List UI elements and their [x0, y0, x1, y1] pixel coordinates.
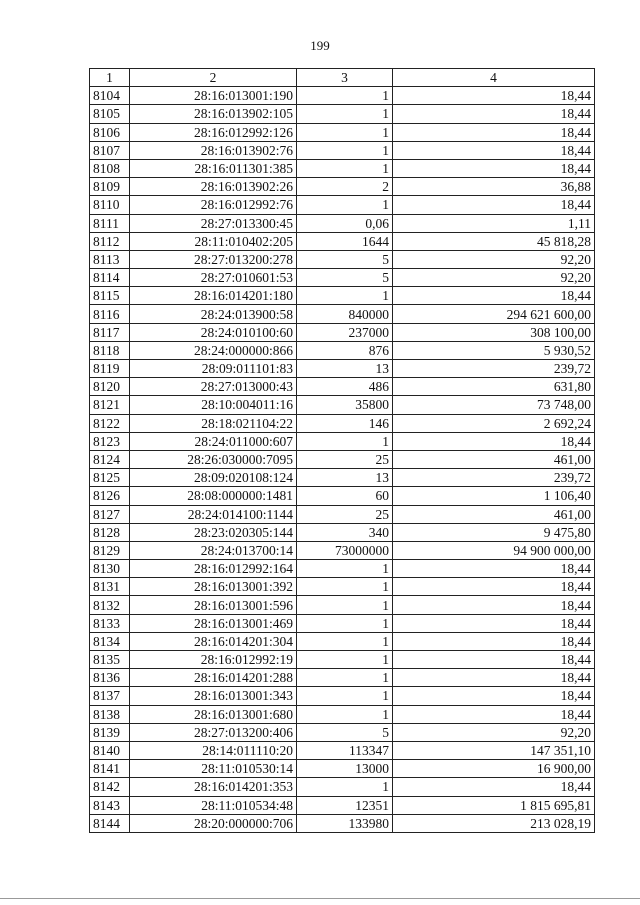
amount-cell: 18,44 [393, 432, 595, 450]
amount-cell: 18,44 [393, 596, 595, 614]
quantity-cell: 60 [297, 487, 393, 505]
table-row [90, 487, 595, 505]
row-number-cell: 8129 [90, 541, 130, 559]
cadastral-number-cell: 28:08:000000:1481 [130, 487, 297, 505]
cadastral-number-cell: 28:24:013900:58 [130, 305, 297, 323]
quantity-cell: 1 [297, 123, 393, 141]
table-row [90, 396, 595, 414]
amount-cell: 18,44 [393, 632, 595, 650]
amount-cell: 18,44 [393, 105, 595, 123]
table-row [90, 632, 595, 650]
cadastral-number-cell: 28:16:012992:126 [130, 123, 297, 141]
amount-cell: 239,72 [393, 469, 595, 487]
row-number-cell: 8109 [90, 178, 130, 196]
quantity-cell: 13 [297, 360, 393, 378]
cadastral-number-cell: 28:14:011110:20 [130, 741, 297, 759]
row-number-cell: 8135 [90, 651, 130, 669]
row-number-cell: 8130 [90, 560, 130, 578]
table-row [90, 269, 595, 287]
quantity-cell: 1 [297, 141, 393, 159]
table-row [90, 523, 595, 541]
cadastral-number-cell: 28:16:013001:469 [130, 614, 297, 632]
row-number-cell: 8119 [90, 360, 130, 378]
amount-cell: 18,44 [393, 141, 595, 159]
table-row [90, 578, 595, 596]
quantity-cell: 25 [297, 450, 393, 468]
table-row [90, 705, 595, 723]
amount-cell: 45 818,28 [393, 232, 595, 250]
row-number-cell: 8115 [90, 287, 130, 305]
amount-cell: 18,44 [393, 687, 595, 705]
cadastral-number-cell: 28:11:010530:14 [130, 760, 297, 778]
table-row [90, 687, 595, 705]
table-row [90, 196, 595, 214]
cadastral-number-cell: 28:27:013000:43 [130, 378, 297, 396]
amount-cell: 308 100,00 [393, 323, 595, 341]
cadastral-number-cell: 28:23:020305:144 [130, 523, 297, 541]
cadastral-number-cell: 28:16:013001:190 [130, 87, 297, 105]
row-number-cell: 8138 [90, 705, 130, 723]
column-header-2: 2 [130, 69, 297, 87]
row-number-cell: 8139 [90, 723, 130, 741]
cadastral-number-cell: 28:09:020108:124 [130, 469, 297, 487]
amount-cell: 1,11 [393, 214, 595, 232]
quantity-cell: 35800 [297, 396, 393, 414]
cadastral-number-cell: 28:24:010100:60 [130, 323, 297, 341]
amount-cell: 239,72 [393, 360, 595, 378]
amount-cell: 18,44 [393, 560, 595, 578]
quantity-cell: 2 [297, 178, 393, 196]
cadastral-number-cell: 28:16:014201:353 [130, 778, 297, 796]
table-row [90, 159, 595, 177]
row-number-cell: 8132 [90, 596, 130, 614]
table-row [90, 651, 595, 669]
amount-cell: 631,80 [393, 378, 595, 396]
table-row [90, 232, 595, 250]
amount-cell: 92,20 [393, 723, 595, 741]
data-table [89, 68, 595, 833]
table-row [90, 450, 595, 468]
row-number-cell: 8131 [90, 578, 130, 596]
row-number-cell: 8128 [90, 523, 130, 541]
amount-cell: 18,44 [393, 578, 595, 596]
cadastral-number-cell: 28:18:021104:22 [130, 414, 297, 432]
table-row [90, 432, 595, 450]
table-row [90, 778, 595, 796]
row-number-cell: 8143 [90, 796, 130, 814]
table-row [90, 796, 595, 814]
amount-cell: 1 106,40 [393, 487, 595, 505]
row-number-cell: 8116 [90, 305, 130, 323]
row-number-cell: 8144 [90, 814, 130, 832]
row-number-cell: 8123 [90, 432, 130, 450]
cadastral-number-cell: 28:11:010402:205 [130, 232, 297, 250]
amount-cell: 18,44 [393, 196, 595, 214]
amount-cell: 18,44 [393, 87, 595, 105]
row-number-cell: 8114 [90, 269, 130, 287]
table-row [90, 814, 595, 832]
amount-cell: 16 900,00 [393, 760, 595, 778]
quantity-cell: 5 [297, 250, 393, 268]
quantity-cell: 1644 [297, 232, 393, 250]
amount-cell: 147 351,10 [393, 741, 595, 759]
table-row [90, 105, 595, 123]
quantity-cell: 73000000 [297, 541, 393, 559]
row-number-cell: 8118 [90, 341, 130, 359]
amount-cell: 213 028,19 [393, 814, 595, 832]
row-number-cell: 8111 [90, 214, 130, 232]
table-row [90, 469, 595, 487]
cadastral-number-cell: 28:27:013200:406 [130, 723, 297, 741]
quantity-cell: 1 [297, 632, 393, 650]
row-number-cell: 8122 [90, 414, 130, 432]
row-number-cell: 8104 [90, 87, 130, 105]
row-number-cell: 8106 [90, 123, 130, 141]
quantity-cell: 1 [297, 105, 393, 123]
row-number-cell: 8125 [90, 469, 130, 487]
cadastral-number-cell: 28:16:013001:596 [130, 596, 297, 614]
quantity-cell: 12351 [297, 796, 393, 814]
amount-cell: 73 748,00 [393, 396, 595, 414]
quantity-cell: 1 [297, 287, 393, 305]
page-bottom-edge [0, 898, 640, 899]
cadastral-number-cell: 28:24:000000:866 [130, 341, 297, 359]
table-row [90, 505, 595, 523]
quantity-cell: 237000 [297, 323, 393, 341]
amount-cell: 18,44 [393, 651, 595, 669]
row-number-cell: 8113 [90, 250, 130, 268]
cadastral-number-cell: 28:16:014201:180 [130, 287, 297, 305]
cadastral-number-cell: 28:16:013902:76 [130, 141, 297, 159]
cadastral-number-cell: 28:24:013700:14 [130, 541, 297, 559]
row-number-cell: 8124 [90, 450, 130, 468]
quantity-cell: 486 [297, 378, 393, 396]
row-number-cell: 8108 [90, 159, 130, 177]
row-number-cell: 8137 [90, 687, 130, 705]
page-number: 199 [310, 38, 330, 53]
amount-cell: 461,00 [393, 450, 595, 468]
cadastral-number-cell: 28:16:011301:385 [130, 159, 297, 177]
quantity-cell: 1 [297, 687, 393, 705]
table-row [90, 323, 595, 341]
quantity-cell: 5 [297, 269, 393, 287]
cadastral-number-cell: 28:24:011000:607 [130, 432, 297, 450]
amount-cell: 18,44 [393, 159, 595, 177]
cadastral-number-cell: 28:16:013902:105 [130, 105, 297, 123]
quantity-cell: 25 [297, 505, 393, 523]
row-number-cell: 8112 [90, 232, 130, 250]
amount-cell: 461,00 [393, 505, 595, 523]
column-header-1: 1 [90, 69, 130, 87]
cadastral-number-cell: 28:26:030000:7095 [130, 450, 297, 468]
quantity-cell: 840000 [297, 305, 393, 323]
table-row [90, 178, 595, 196]
cadastral-number-cell: 28:16:014201:288 [130, 669, 297, 687]
amount-cell: 5 930,52 [393, 341, 595, 359]
table-row [90, 87, 595, 105]
quantity-cell: 1 [297, 596, 393, 614]
quantity-cell: 1 [297, 614, 393, 632]
table-row [90, 596, 595, 614]
table-row [90, 669, 595, 687]
table-row [90, 305, 595, 323]
table-row [90, 378, 595, 396]
table-row [90, 414, 595, 432]
cadastral-number-cell: 28:10:004011:16 [130, 396, 297, 414]
amount-cell: 9 475,80 [393, 523, 595, 541]
table-row [90, 250, 595, 268]
table-row [90, 614, 595, 632]
cadastral-number-cell: 28:24:014100:1144 [130, 505, 297, 523]
cadastral-number-cell: 28:20:000000:706 [130, 814, 297, 832]
quantity-cell: 146 [297, 414, 393, 432]
cadastral-number-cell: 28:16:012992:76 [130, 196, 297, 214]
amount-cell: 94 900 000,00 [393, 541, 595, 559]
row-number-cell: 8105 [90, 105, 130, 123]
amount-cell: 92,20 [393, 269, 595, 287]
table-row [90, 741, 595, 759]
table-row [90, 341, 595, 359]
quantity-cell: 0,06 [297, 214, 393, 232]
table-body [90, 87, 595, 833]
cadastral-number-cell: 28:16:014201:304 [130, 632, 297, 650]
quantity-cell: 113347 [297, 741, 393, 759]
row-number-cell: 8142 [90, 778, 130, 796]
amount-cell: 18,44 [393, 614, 595, 632]
quantity-cell: 1 [297, 87, 393, 105]
row-number-cell: 8134 [90, 632, 130, 650]
cadastral-number-cell: 28:11:010534:48 [130, 796, 297, 814]
amount-cell: 92,20 [393, 250, 595, 268]
cadastral-number-cell: 28:16:012992:19 [130, 651, 297, 669]
amount-cell: 36,88 [393, 178, 595, 196]
row-number-cell: 8133 [90, 614, 130, 632]
row-number-cell: 8107 [90, 141, 130, 159]
amount-cell: 1 815 695,81 [393, 796, 595, 814]
row-number-cell: 8110 [90, 196, 130, 214]
amount-cell: 18,44 [393, 669, 595, 687]
table-row [90, 123, 595, 141]
row-number-cell: 8117 [90, 323, 130, 341]
row-number-cell: 8126 [90, 487, 130, 505]
table-row [90, 214, 595, 232]
cadastral-number-cell: 28:27:010601:53 [130, 269, 297, 287]
amount-cell: 18,44 [393, 123, 595, 141]
table-row [90, 760, 595, 778]
quantity-cell: 5 [297, 723, 393, 741]
row-number-cell: 8120 [90, 378, 130, 396]
table-row [90, 541, 595, 559]
cadastral-number-cell: 28:16:013001:343 [130, 687, 297, 705]
row-number-cell: 8121 [90, 396, 130, 414]
quantity-cell: 876 [297, 341, 393, 359]
cadastral-number-cell: 28:09:011101:83 [130, 360, 297, 378]
quantity-cell: 1 [297, 778, 393, 796]
quantity-cell: 13 [297, 469, 393, 487]
quantity-cell: 1 [297, 669, 393, 687]
cadastral-number-cell: 28:16:012992:164 [130, 560, 297, 578]
row-number-cell: 8140 [90, 741, 130, 759]
row-number-cell: 8141 [90, 760, 130, 778]
table-row [90, 723, 595, 741]
cadastral-number-cell: 28:27:013200:278 [130, 250, 297, 268]
amount-cell: 18,44 [393, 705, 595, 723]
table-row [90, 560, 595, 578]
row-number-cell: 8136 [90, 669, 130, 687]
cadastral-number-cell: 28:16:013001:392 [130, 578, 297, 596]
quantity-cell: 1 [297, 560, 393, 578]
quantity-cell: 1 [297, 196, 393, 214]
cadastral-number-cell: 28:27:013300:45 [130, 214, 297, 232]
column-header-4: 4 [393, 69, 595, 87]
quantity-cell: 1 [297, 705, 393, 723]
quantity-cell: 1 [297, 432, 393, 450]
table-row [90, 141, 595, 159]
row-number-cell: 8127 [90, 505, 130, 523]
column-header-3: 3 [297, 69, 393, 87]
quantity-cell: 1 [297, 159, 393, 177]
cadastral-number-cell: 28:16:013902:26 [130, 178, 297, 196]
cadastral-number-cell: 28:16:013001:680 [130, 705, 297, 723]
amount-cell: 294 621 600,00 [393, 305, 595, 323]
amount-cell: 18,44 [393, 287, 595, 305]
quantity-cell: 340 [297, 523, 393, 541]
table-row [90, 360, 595, 378]
amount-cell: 2 692,24 [393, 414, 595, 432]
amount-cell: 18,44 [393, 778, 595, 796]
quantity-cell: 1 [297, 651, 393, 669]
quantity-cell: 1 [297, 578, 393, 596]
quantity-cell: 13000 [297, 760, 393, 778]
table-row [90, 287, 595, 305]
quantity-cell: 133980 [297, 814, 393, 832]
table-header-row [90, 69, 595, 87]
